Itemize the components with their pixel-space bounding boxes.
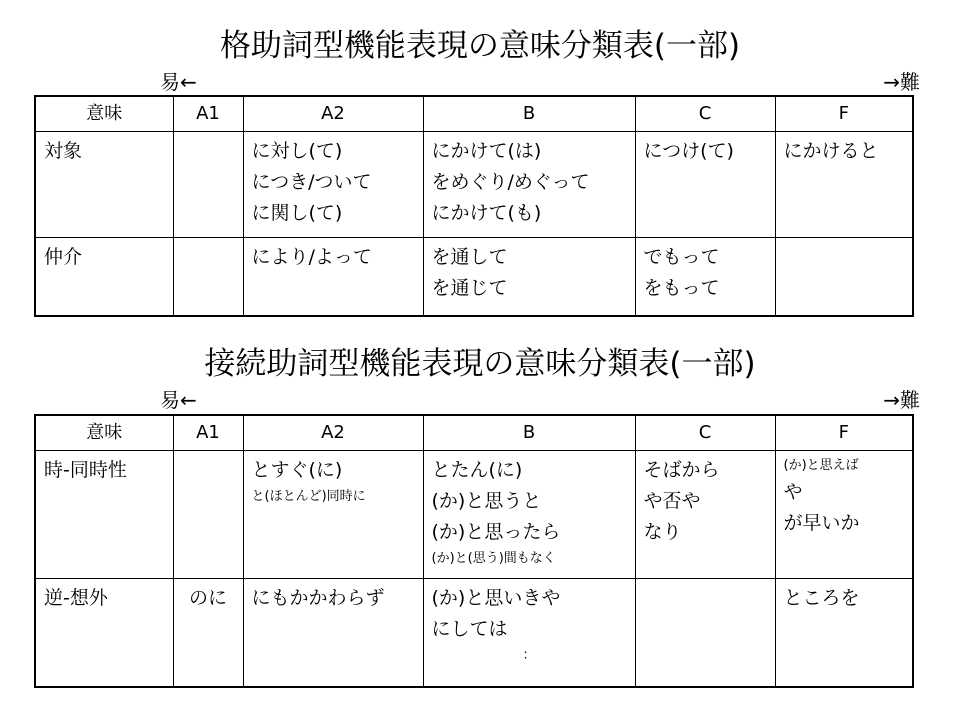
cell-line-small: と(ほとんど)同時に [251, 489, 366, 504]
cell-line: にもかかわらず [251, 587, 385, 609]
table1-title: 格助詞型機能表現の意味分類表(一部) [219, 28, 741, 64]
cell-line: につき/ついて [251, 171, 372, 193]
header-b: B [423, 415, 635, 451]
cell-line: とすぐ(に) [251, 459, 343, 481]
cell-a1 [173, 238, 243, 316]
cell-b [423, 579, 635, 687]
table-row [35, 451, 913, 579]
cell-a2 [243, 238, 423, 316]
cell-line-small: (か)と(思う)間もなく [431, 551, 556, 566]
cell-b [423, 451, 635, 579]
hard-label: →難 [883, 388, 920, 412]
cell-meaning [35, 451, 173, 579]
cell-line: を通して [431, 246, 508, 268]
cell-line: ところを [783, 587, 860, 609]
cell-line: に関し(て) [251, 202, 343, 224]
cell-a2 [243, 579, 423, 687]
cell-line: にかけて(は) [431, 140, 542, 162]
cell-line: (か)と思うと [431, 490, 542, 512]
table1-classification-table [34, 95, 914, 317]
cell-c [635, 238, 775, 316]
table2-classification-table [34, 414, 914, 688]
header-b: B [423, 96, 635, 132]
table-row [35, 238, 913, 316]
header-f: F [775, 415, 913, 451]
table2-difficulty-scale [0, 384, 960, 412]
cell-line: そばから [643, 459, 720, 481]
cell-line: 時-同時性 [44, 459, 127, 481]
cell-meaning [35, 238, 173, 316]
cell-line: により/よって [251, 246, 372, 268]
table2-title: 接続助詞型機能表現の意味分類表(一部) [204, 346, 756, 382]
header-a1: A1 [173, 415, 243, 451]
cell-b [423, 238, 635, 316]
cell-c [635, 451, 775, 579]
cell-a2 [243, 451, 423, 579]
header-a1: A1 [173, 96, 243, 132]
cell-line-small: (か)と思えば [783, 458, 859, 473]
cell-line: にかけると [783, 140, 879, 162]
cell-line: をめぐり/めぐって [431, 171, 590, 193]
table-row [35, 579, 913, 687]
cell-f [775, 132, 913, 238]
hard-label: →難 [883, 70, 920, 94]
cell-line: 対象 [44, 140, 83, 162]
header-f: F [775, 96, 913, 132]
cell-line: とたん(に) [431, 459, 523, 481]
header-a2: A2 [243, 96, 423, 132]
cell-line: にかけて(も) [431, 202, 542, 224]
cell-a1 [173, 579, 243, 687]
cell-f [775, 451, 913, 579]
cell-line: (か)と思ったら [431, 521, 561, 543]
cell-c [635, 132, 775, 238]
continuation-mark: ： [522, 648, 536, 663]
cell-a1 [173, 451, 243, 579]
cell-b [423, 132, 635, 238]
header-meaning: 意味 [35, 96, 173, 132]
cell-line: が早いか [783, 512, 860, 534]
cell-f [775, 238, 913, 316]
cell-line: のに [188, 587, 227, 609]
cell-a1 [173, 132, 243, 238]
cell-line: や否や [643, 490, 701, 512]
cell-line: でもって [643, 246, 720, 268]
cell-line: に対し(て) [251, 140, 343, 162]
easy-label: 易← [160, 388, 197, 412]
header-c: C [635, 96, 775, 132]
table-row [35, 132, 913, 238]
cell-a2 [243, 132, 423, 238]
cell-line: にしては [431, 618, 508, 640]
cell-line: なり [643, 521, 682, 543]
cell-line: 仲介 [44, 246, 83, 268]
table-header-row [35, 415, 913, 451]
cell-line: 逆-想外 [44, 587, 108, 609]
header-meaning: 意味 [35, 415, 173, 451]
cell-line: を通じて [431, 277, 508, 299]
table-header-row [35, 96, 913, 132]
cell-c [635, 579, 775, 687]
cell-f [775, 579, 913, 687]
cell-meaning [35, 132, 173, 238]
header-a2: A2 [243, 415, 423, 451]
cell-line: (か)と思いきや [431, 587, 561, 609]
cell-line: につけ(て) [643, 140, 734, 162]
table1-difficulty-scale [0, 66, 960, 94]
easy-label: 易← [160, 70, 197, 94]
cell-meaning [35, 579, 173, 687]
header-c: C [635, 415, 775, 451]
cell-line: をもって [643, 277, 720, 299]
cell-line: や [783, 481, 803, 503]
